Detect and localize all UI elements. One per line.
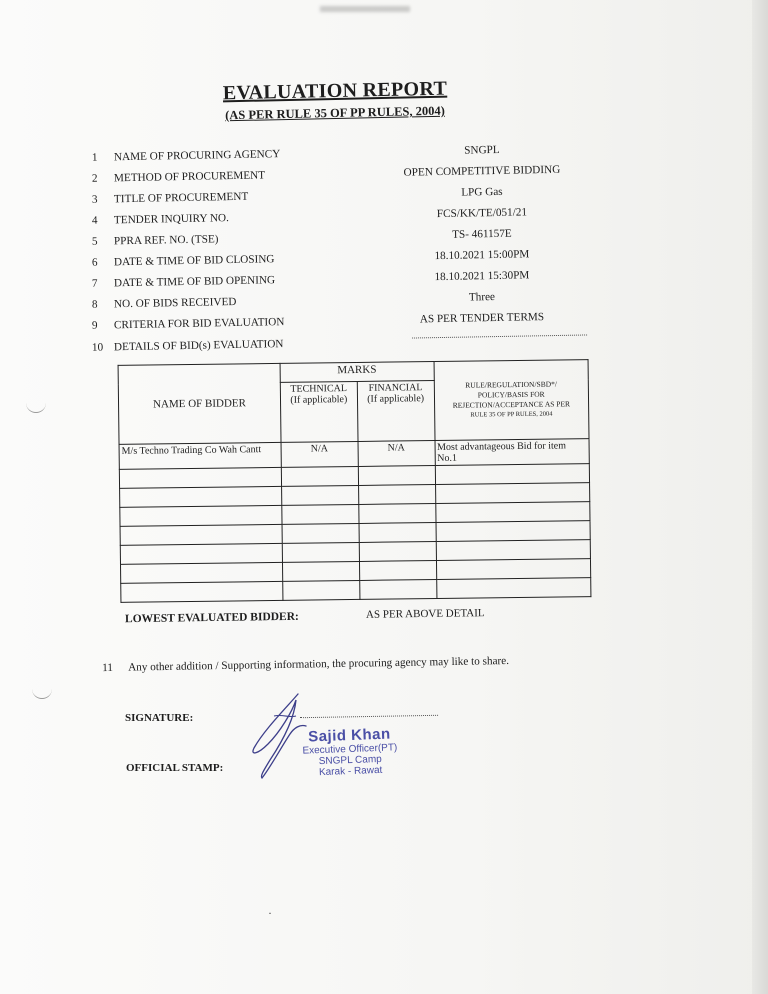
stamp-org: SNGPL Camp [318,753,382,768]
item-value: AS PER TENDER TERMS [419,311,545,326]
bid-evaluation-table [118,359,592,603]
item-number: 10 [91,341,104,354]
item-label: TENDER INQUIRY NO. [113,212,229,227]
item-label: PPRA REF. NO. (TSE) [113,233,219,248]
signature-label: SIGNATURE: [125,712,194,724]
lowest-bidder-label: LOWEST EVALUATED BIDDER: [124,610,299,626]
header-rule-line: REJECTION/ACCEPTANCE AS PER [452,399,571,410]
cell-bidder: M/s Techno Trading Co Wah Cantt [119,442,281,469]
item-label: NO. OF BIDS RECEIVED [113,295,237,311]
report-title: EVALUATION REPORT [222,77,448,105]
header-if-applicable: (If applicable) [290,394,348,406]
item-label: TITLE OF PROCUREMENT [113,190,249,206]
header-technical [280,381,358,442]
item-number: 8 [91,298,98,311]
stamp-name: Sajid Khan [307,725,391,746]
header-if-applicable: (If applicable) [367,393,425,405]
cell-technical: N/A [281,441,358,467]
item-number: 3 [91,193,98,206]
header-rule [434,360,589,441]
page-edge [752,0,768,994]
item-number: 7 [91,277,98,290]
cell-financial: N/A [358,441,435,467]
stamp-location: Karak - Rawat [318,764,383,779]
item-label: METHOD OF PROCUREMENT [113,169,266,185]
item-number: 1 [91,151,98,164]
item-value: 18.10.2021 15:30PM [434,269,530,284]
header-financial [357,381,435,442]
item-value: LPG Gas [461,185,503,199]
item-value: TS- 461157E [452,227,512,241]
item-value: Three [468,291,496,304]
official-stamp [279,726,421,780]
item-text: Any other addition / Supporting information, the procuring agency may like to share. [128,654,510,674]
item-number: 9 [91,319,98,332]
item-number: 2 [91,172,98,185]
item-value: FCS/KK/TE/051/21 [436,206,528,221]
header-rule-line: RULE/REGULATION/SBD*/ [465,379,557,390]
signature-line [300,707,438,718]
punch-hole [26,398,46,413]
lowest-bidder-value: AS PER ABOVE DETAIL [365,607,485,621]
item-value: SNGPL [464,143,500,157]
header-technical-label: TECHNICAL [290,383,348,395]
cell-remark: Most advantageous Bid for item No.1 [435,439,590,466]
item-number: 11 [102,661,114,675]
item-value: OPEN COMPETITIVE BIDDING [403,163,561,179]
item-value: 18.10.2021 15:00PM [434,248,530,263]
item-label: DATE & TIME OF BID CLOSING [113,253,275,269]
item-row [102,654,572,675]
official-stamp-label: OFFICIAL STAMP: [126,762,224,774]
header-marks: MARKS [280,362,434,383]
header-rule-line: RULE 35 OF PP RULES, 2004 [470,410,553,419]
header-financial-label: FINANCIAL [368,382,423,394]
item-label: DATE & TIME OF BID OPENING [113,274,276,290]
item-label: NAME OF PROCURING AGENCY [113,148,281,164]
item-label: DETAILS OF BID(s) EVALUATION [113,338,284,354]
header-bidder: NAME OF BIDDER [118,363,281,444]
punch-hole [32,684,52,699]
report-subtitle: (AS PER RULE 35 OF PP RULES, 2004) [225,103,445,123]
item-label: CRITERIA FOR BID EVALUATION [113,316,285,332]
header-rule-line: POLICY/BASIS FOR [477,389,545,400]
item-number: 5 [91,235,98,248]
scan-speck: · [268,906,272,920]
item-number: 6 [91,256,98,269]
item-number: 4 [91,214,98,227]
stamp-title: Executive Officer(PT) [302,742,398,757]
scan-artifact [320,6,410,12]
